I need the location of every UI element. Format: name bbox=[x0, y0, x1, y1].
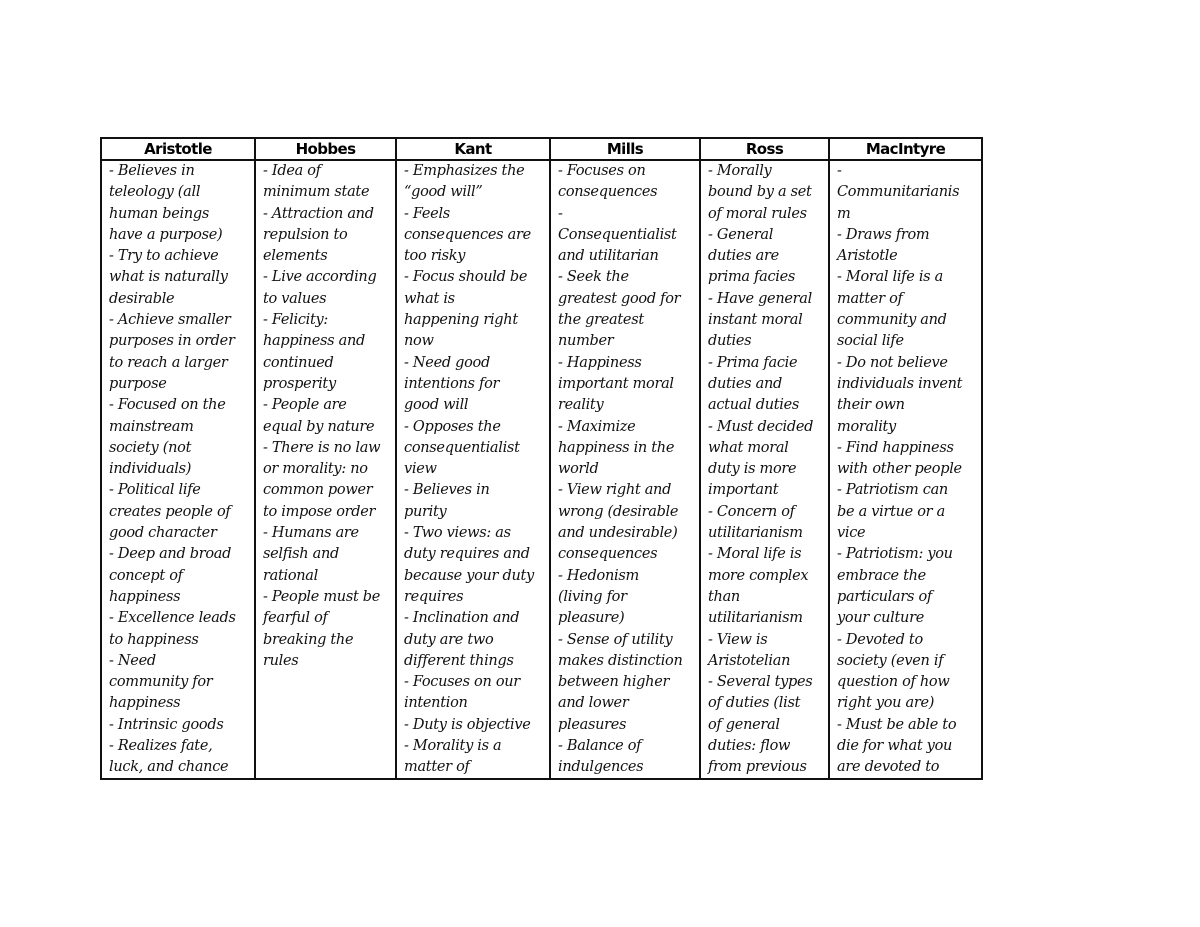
cell-text-line: reality bbox=[558, 397, 604, 414]
cell-text-line: what moral bbox=[708, 439, 789, 456]
cell-text-line: question of how bbox=[837, 674, 950, 691]
cell-text-line: - Morally bbox=[708, 163, 772, 179]
cell-text-line: of duties (list bbox=[708, 695, 801, 712]
cell-text-line: - Live according bbox=[263, 269, 377, 286]
cell-text-line: - People must be bbox=[263, 588, 381, 605]
column-header-hobbes: Hobbes bbox=[255, 138, 396, 160]
cell-text-line: human beings bbox=[109, 205, 209, 222]
cell-text-line: actual duties bbox=[708, 397, 800, 414]
cell-text-line: - Devoted to bbox=[837, 631, 923, 648]
cell-text-line: too risky bbox=[404, 248, 466, 265]
cell-text-line: makes distinction bbox=[558, 652, 683, 669]
cell-text-line: matter of bbox=[837, 290, 903, 307]
cell-text-line: good will bbox=[404, 397, 469, 414]
cell-text-line: their own bbox=[837, 397, 905, 414]
cell-text-line: - General bbox=[708, 226, 774, 243]
cell-text-line: your culture bbox=[837, 610, 924, 627]
cell-text-line: die for what you bbox=[837, 738, 953, 755]
cell-text-line: vice bbox=[837, 525, 866, 542]
cell-text-line: society (not bbox=[109, 439, 192, 456]
cell-text-line: - Need good bbox=[404, 354, 490, 371]
cell-text-line: happiness and bbox=[263, 333, 365, 350]
cell-text-line: different things bbox=[404, 652, 514, 669]
cell-text-line: purpose bbox=[109, 375, 167, 392]
cell-text-line: purity bbox=[404, 503, 447, 520]
cell-text-line: have a purpose) bbox=[109, 226, 223, 243]
cell-text-line: view bbox=[404, 461, 437, 478]
cell-text-line: particulars of bbox=[837, 588, 932, 605]
cell-text-line: than bbox=[708, 588, 740, 605]
cell-text-line: wrong (desirable bbox=[558, 503, 679, 520]
cell-mills bbox=[550, 160, 700, 779]
cell-kant bbox=[396, 160, 550, 779]
cell-text-line: - Idea of bbox=[263, 163, 321, 179]
cell-text-line: right you are) bbox=[837, 695, 935, 712]
content-row bbox=[101, 160, 982, 779]
cell-text-line: Consequentialist bbox=[558, 226, 677, 243]
cell-text-line: and lower bbox=[558, 695, 629, 712]
cell-text-line: Aristotelian bbox=[708, 652, 791, 669]
cell-text-line: - Duty is objective bbox=[404, 716, 531, 733]
cell-text-line: and utilitarian bbox=[558, 248, 659, 265]
cell-text-line: duty is more bbox=[708, 461, 797, 478]
cell-text-line: - Inclination and bbox=[404, 610, 520, 627]
column-header-macintyre: MacIntyre bbox=[829, 138, 982, 160]
cell-text-line: of moral rules bbox=[708, 205, 807, 222]
cell-text-line: - Focuses on our bbox=[404, 674, 520, 691]
cell-text-line: - Believes in bbox=[109, 163, 195, 179]
cell-text-line: what is naturally bbox=[109, 269, 228, 286]
cell-text-line: duties bbox=[708, 333, 752, 350]
cell-text-line: individuals invent bbox=[837, 375, 963, 392]
cell-text-line: - Two views: as bbox=[404, 525, 511, 542]
cell-text-line: - Must decided bbox=[708, 418, 814, 435]
cell-text-line: now bbox=[404, 333, 434, 350]
cell-text-line: equal by nature bbox=[263, 418, 375, 435]
cell-text-line: - Prima facie bbox=[708, 354, 798, 371]
cell-text-line: social life bbox=[837, 333, 904, 350]
cell-text-line: - Moral life is bbox=[708, 546, 802, 563]
cell-text-line: luck, and chance bbox=[109, 759, 229, 776]
cell-text-line: - Realizes fate, bbox=[109, 738, 213, 755]
cell-text-line: - Feels bbox=[404, 205, 450, 222]
header-row bbox=[101, 138, 982, 160]
cell-text-line: duty are two bbox=[404, 631, 494, 648]
cell-text-line: consequences bbox=[558, 546, 658, 563]
cell-text-line: greatest good for bbox=[558, 290, 681, 307]
cell-text-line: - Happiness bbox=[558, 354, 642, 371]
cell-text-line: morality bbox=[837, 418, 896, 435]
cell-text-line: be a virtue or a bbox=[837, 503, 945, 520]
cell-text-line: to values bbox=[263, 290, 327, 307]
cell-text-line: repulsion to bbox=[263, 226, 348, 243]
cell-text-line: selfish and bbox=[263, 546, 340, 563]
cell-text-line: Communitarianis bbox=[837, 184, 960, 201]
cell-text-line: - Emphasizes the bbox=[404, 163, 525, 179]
cell-text-line: - bbox=[837, 163, 842, 179]
cell-text-line: desirable bbox=[109, 290, 175, 307]
cell-macintyre bbox=[829, 160, 982, 779]
cell-text-line: because your duty bbox=[404, 567, 534, 584]
cell-text-line: society (even if bbox=[837, 652, 944, 669]
cell-text-line: - Felicity: bbox=[263, 312, 328, 329]
cell-text-line: consequences bbox=[558, 184, 658, 201]
cell-text-line: - People are bbox=[263, 397, 347, 414]
cell-text-line: - Believes in bbox=[404, 482, 490, 499]
cell-text-line: - Maximize bbox=[558, 418, 636, 435]
cell-text-line: - Patriotism can bbox=[837, 482, 948, 499]
cell-text-line: - Achieve smaller bbox=[109, 312, 231, 329]
cell-text-line: purposes in order bbox=[109, 333, 235, 350]
cell-text-line: between higher bbox=[558, 674, 670, 691]
cell-text-line: number bbox=[558, 333, 614, 350]
cell-kant-text bbox=[397, 161, 549, 778]
cell-text-line: to impose order bbox=[263, 503, 376, 520]
cell-text-line: community and bbox=[837, 312, 947, 329]
cell-text-line: - Draws from bbox=[837, 226, 930, 243]
column-header-kant: Kant bbox=[396, 138, 550, 160]
column-header-aristotle: Aristotle bbox=[101, 138, 255, 160]
cell-text-line: - There is no law bbox=[263, 439, 381, 456]
cell-text-line: - Intrinsic goods bbox=[109, 716, 224, 733]
cell-text-line: utilitarianism bbox=[708, 525, 803, 542]
cell-text-line: breaking the bbox=[263, 631, 354, 648]
cell-text-line: pleasure) bbox=[558, 610, 625, 627]
cell-text-line: - Try to achieve bbox=[109, 248, 219, 265]
cell-text-line: creates people of bbox=[109, 503, 231, 520]
cell-text-line: indulgences bbox=[558, 759, 644, 776]
cell-text-line: Aristotle bbox=[837, 248, 898, 265]
cell-text-line: happiness bbox=[109, 695, 181, 712]
cell-text-line: world bbox=[558, 461, 599, 478]
cell-text-line: the greatest bbox=[558, 312, 644, 329]
cell-text-line: - Attraction and bbox=[263, 205, 374, 222]
cell-text-line: - View is bbox=[708, 631, 768, 648]
cell-text-line: teleology (all bbox=[109, 184, 201, 201]
cell-text-line: are devoted to bbox=[837, 759, 940, 776]
cell-text-line: matter of bbox=[404, 759, 470, 776]
cell-text-line: - Several types bbox=[708, 674, 813, 691]
cell-text-line: - Must be able to bbox=[837, 716, 957, 733]
cell-text-line: - Hedonism bbox=[558, 567, 639, 584]
cell-text-line: important moral bbox=[558, 375, 674, 392]
cell-text-line: - Have general bbox=[708, 290, 812, 307]
cell-text-line: happiness bbox=[109, 588, 181, 605]
cell-text-line: - Find happiness bbox=[837, 439, 954, 456]
cell-text-line: important bbox=[708, 482, 779, 499]
cell-text-line: - Focuses on bbox=[558, 163, 646, 179]
cell-text-line: - Excellence leads bbox=[109, 610, 236, 627]
cell-text-line: - Need bbox=[109, 652, 156, 669]
cell-text-line: - Sense of utility bbox=[558, 631, 673, 648]
philosophers-comparison-table bbox=[100, 137, 983, 780]
cell-hobbes bbox=[255, 160, 396, 779]
cell-text-line: concept of bbox=[109, 567, 183, 584]
cell-text-line: bound by a set bbox=[708, 184, 812, 201]
column-header-ross: Ross bbox=[700, 138, 829, 160]
cell-text-line: - Morality is a bbox=[404, 738, 502, 755]
cell-text-line: - bbox=[558, 205, 563, 222]
cell-text-line: and undesirable) bbox=[558, 525, 678, 542]
column-header-mills: Mills bbox=[550, 138, 700, 160]
cell-text-line: rules bbox=[263, 652, 299, 669]
cell-text-line: - View right and bbox=[558, 482, 672, 499]
cell-text-line: to happiness bbox=[109, 631, 199, 648]
cell-text-line: or morality: no bbox=[263, 461, 368, 478]
cell-text-line: duties and bbox=[708, 375, 782, 392]
cell-text-line: mainstream bbox=[109, 418, 194, 435]
cell-text-line: - Concern of bbox=[708, 503, 795, 520]
cell-text-line: - Political life bbox=[109, 482, 201, 499]
cell-aristotle bbox=[101, 160, 255, 779]
cell-text-line: happening right bbox=[404, 312, 518, 329]
cell-hobbes-text bbox=[256, 161, 395, 778]
cell-text-line: intentions for bbox=[404, 375, 500, 392]
cell-aristotle-text bbox=[102, 161, 254, 778]
cell-text-line: - Focus should be bbox=[404, 269, 528, 286]
cell-text-line: embrace the bbox=[837, 567, 926, 584]
cell-text-line: prosperity bbox=[263, 375, 336, 392]
cell-macintyre-text bbox=[830, 161, 981, 778]
cell-text-line: common power bbox=[263, 482, 373, 499]
cell-text-line: - Opposes the bbox=[404, 418, 501, 435]
cell-text-line: requires bbox=[404, 588, 464, 605]
cell-text-line: with other people bbox=[837, 461, 962, 478]
cell-text-line: individuals) bbox=[109, 461, 192, 478]
cell-text-line: from previous bbox=[708, 759, 807, 776]
cell-ross-text bbox=[701, 161, 828, 778]
cell-text-line: - Patriotism: you bbox=[837, 546, 953, 563]
cell-text-line: more complex bbox=[708, 567, 809, 584]
cell-text-line: - Moral life is a bbox=[837, 269, 943, 286]
cell-text-line: - Seek the bbox=[558, 269, 629, 286]
cell-text-line: of general bbox=[708, 716, 780, 733]
cell-text-line: - Do not believe bbox=[837, 354, 948, 371]
cell-text-line: pleasures bbox=[558, 716, 627, 733]
cell-text-line: good character bbox=[109, 525, 217, 542]
cell-text-line: intention bbox=[404, 695, 468, 712]
cell-text-line: happiness in the bbox=[558, 439, 675, 456]
cell-text-line: consequences are bbox=[404, 226, 531, 243]
cell-text-line: fearful of bbox=[263, 610, 328, 627]
cell-ross bbox=[700, 160, 829, 779]
cell-text-line: minimum state bbox=[263, 184, 370, 201]
cell-text-line: - Focused on the bbox=[109, 397, 226, 414]
cell-text-line: “good will” bbox=[404, 184, 483, 201]
cell-text-line: duties are bbox=[708, 248, 779, 265]
cell-text-line: community for bbox=[109, 674, 213, 691]
cell-text-line: to reach a larger bbox=[109, 354, 228, 371]
cell-text-line: duty requires and bbox=[404, 546, 530, 563]
cell-text-line: duties: flow bbox=[708, 738, 791, 755]
cell-text-line: prima facies bbox=[708, 269, 796, 286]
cell-text-line: elements bbox=[263, 248, 328, 265]
cell-text-line: rational bbox=[263, 567, 318, 584]
cell-text-line: - Balance of bbox=[558, 738, 642, 755]
cell-text-line: - Deep and broad bbox=[109, 546, 232, 563]
cell-text-line: m bbox=[837, 205, 851, 222]
cell-text-line: consequentialist bbox=[404, 439, 520, 456]
cell-text-line: utilitarianism bbox=[708, 610, 803, 627]
cell-text-line: continued bbox=[263, 354, 334, 371]
cell-text-line: instant moral bbox=[708, 312, 803, 329]
cell-text-line: what is bbox=[404, 290, 455, 307]
cell-text-line: (living for bbox=[558, 588, 627, 605]
cell-mills-text bbox=[551, 161, 699, 778]
cell-text-line: - Humans are bbox=[263, 525, 359, 542]
